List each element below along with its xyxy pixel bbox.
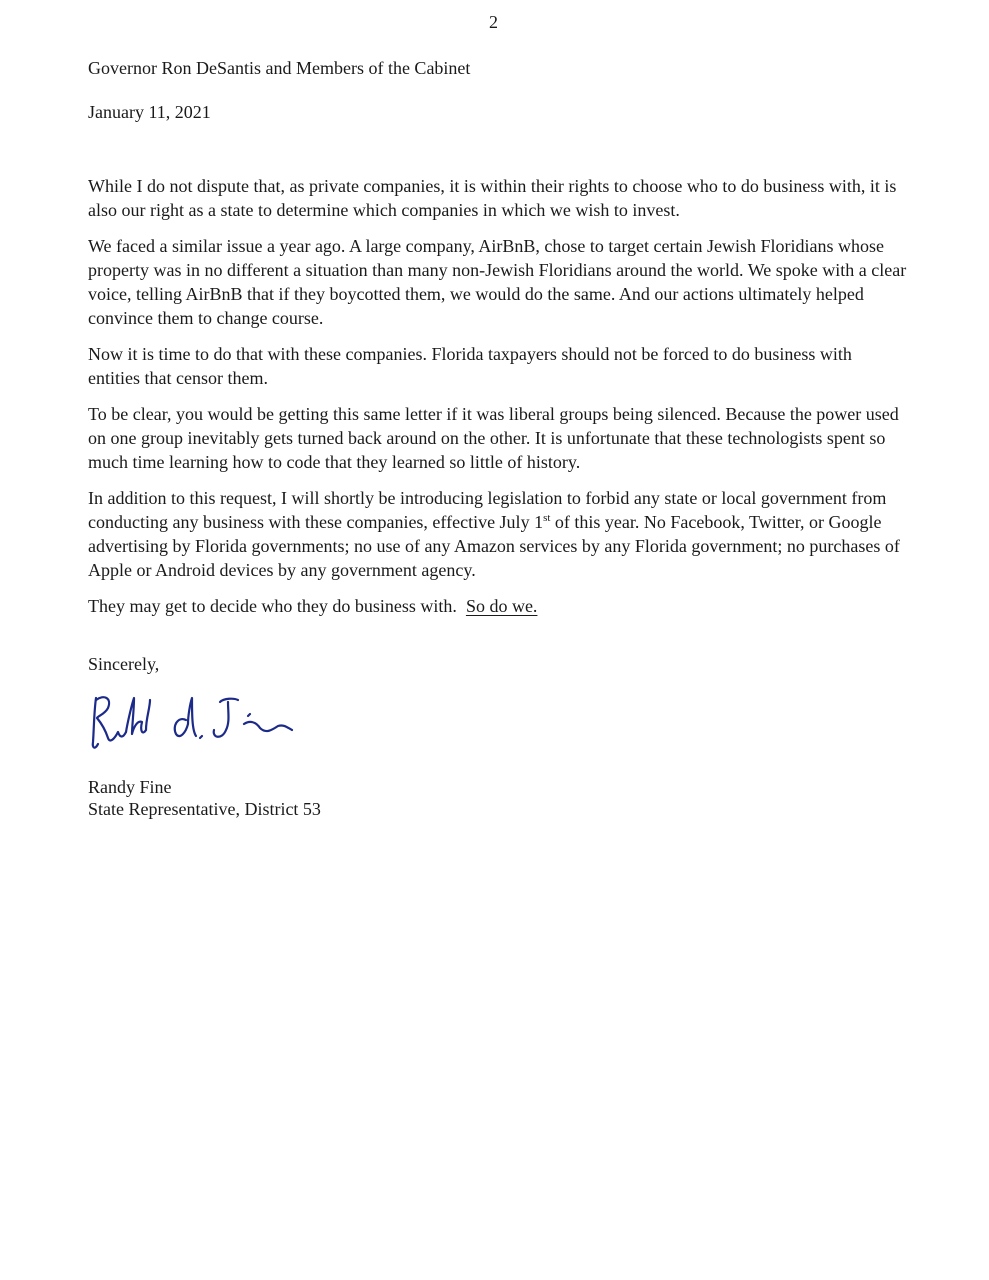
handwritten-signature [88,690,908,760]
closing-salutation: Sincerely, [88,654,160,674]
paragraph-1: While I do not dispute that, as private companies, it is within their rights to choose who to do business with, it is also our right as a state to determine which companies in which we wish to invest. [88,176,897,220]
paragraph-5-text-a: In addition to this request, I will shortly be introducing legislation to forbid any state or local government from conducting any business with these companies, effective July 1 [88,488,887,532]
signer-title: State Representative, District 53 [88,799,321,819]
paragraph-3: Now it is time to do that with these companies. Florida taxpayers should not be forced to do business with entities that censor them. [88,344,852,388]
paragraph-5-text-b: of this year. No Facebook, Twitter, or Google advertising by Florida governments; no use of any Amazon services by any Florida government; no purchases of Apple or Android devices by any government agency. [88,512,900,580]
recipient-line: Governor Ron DeSantis and Members of the Cabinet [88,58,471,78]
letter-date: January 11, 2021 [88,102,211,122]
paragraph-6 [88,594,908,618]
paragraph-4: To be clear, you would be getting this same letter if it was liberal groups being silenced. Because the power used on one group inevitably gets turned back around on the other. It is unfortunate that these technologists spent so much time learning how to code that they learned so little of history. [88,404,899,472]
signer-name: Randy Fine [88,777,172,797]
page-number: 2 [489,12,498,32]
signer-block [88,776,908,820]
paragraph-5 [88,486,908,582]
paragraph-6-lead: They may get to decide who they do business with. [88,596,466,616]
paragraph-2: We faced a similar issue a year ago. A large company, AirBnB, chose to target certain Jewish Floridians whose property was in no different a situation than many non-Jewish Floridians around the world. We spoke with a clear voice, telling AirBnB that if they boycotted them, we would do the same. And our actions ultimately helped convince them to change course. [88,236,907,328]
signature-graphic [88,690,318,760]
letter-body [88,56,908,820]
letter-content [88,174,908,618]
underlined-phrase: So do we. [465,596,538,616]
ordinal-suffix: st [543,512,551,524]
